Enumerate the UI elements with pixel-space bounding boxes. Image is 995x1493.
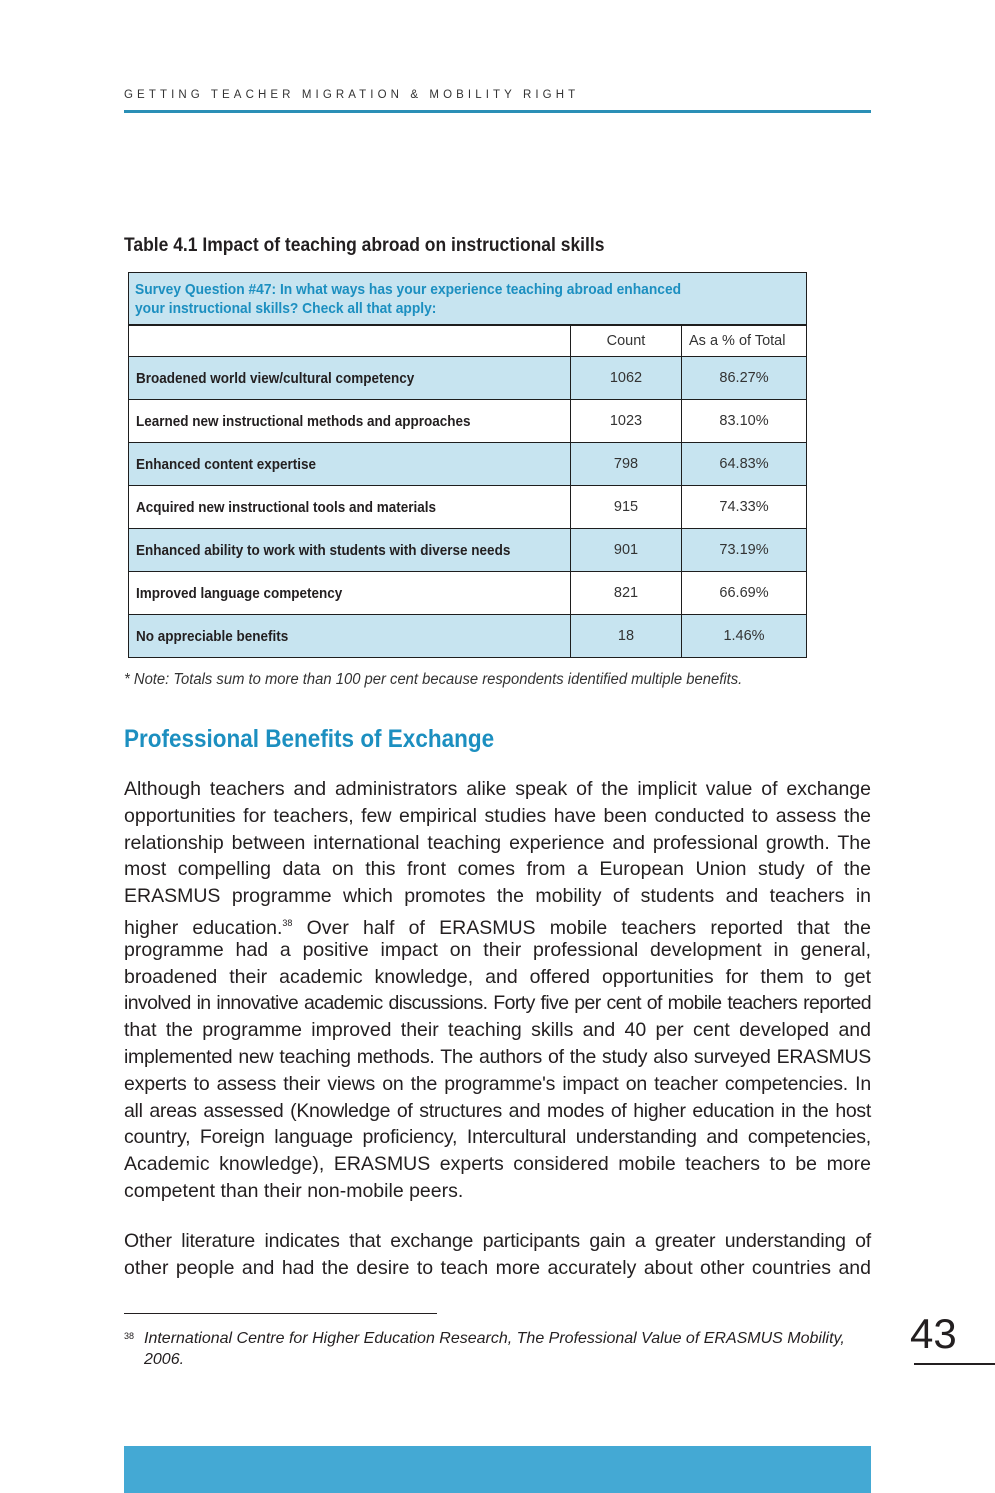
text-line: Although teachers and administrators alike speak of the implicit value of exchange — [124, 778, 871, 800]
row-count: 821 — [571, 572, 682, 615]
table-row — [129, 443, 807, 486]
text-line: all areas assessed (Knowledge of structures and modes of higher education in the host — [124, 1099, 871, 1122]
text-line: involved in innovative academic discussions. Forty five per cent of mobile teachers reported — [124, 992, 871, 1015]
table-caption: Table 4.1 Impact of teaching abroad on instructional skills — [124, 235, 605, 256]
text-line: Other literature indicates that exchange participants gain a greater understanding of — [124, 1230, 871, 1252]
page-number: 43 — [910, 1310, 957, 1357]
row-count: 18 — [571, 615, 682, 658]
text-line: most compelling data on this front comes from a European Union study of the — [124, 858, 871, 881]
column-header-count: Count — [571, 325, 682, 357]
text-line: ERASMUS programme which promotes the mobility of students and teachers in — [124, 885, 871, 908]
text-line: programme had a positive impact on their professional development in general, — [124, 938, 871, 961]
footnote-reference[interactable]: 38 — [282, 917, 293, 928]
text-line — [124, 910, 871, 937]
column-header-percent: As a % of Total — [682, 325, 807, 357]
survey-question-line2: your instructional skills? Check all that apply: — [135, 299, 437, 317]
footnote-divider — [124, 1313, 437, 1314]
footer-band — [124, 1446, 871, 1493]
row-count: 1023 — [571, 400, 682, 443]
text-line: Academic knowledge), ERASMUS experts considered mobile teachers to be more — [124, 1153, 871, 1176]
text-line: competent than their non-mobile peers. — [124, 1179, 464, 1202]
row-count: 915 — [571, 486, 682, 529]
text-line: opportunities for teachers, few empirical studies have been conducted to assess the — [124, 804, 871, 827]
row-percent: 64.83% — [682, 443, 807, 486]
row-label: Enhanced ability to work with students with diverse needs — [136, 541, 511, 559]
row-label: Broadened world view/cultural competency — [136, 369, 415, 387]
table-row — [129, 400, 807, 443]
survey-question — [129, 273, 807, 326]
header-rule — [124, 110, 871, 113]
body-paragraph-1 — [124, 776, 871, 1205]
column-header-row — [129, 325, 807, 357]
table-row — [129, 357, 807, 400]
row-percent: 86.27% — [682, 357, 807, 400]
footnote-text: International Centre for Higher Education Research, The Professional Value of ERASMUS Mobility, 2006. — [144, 1330, 845, 1368]
row-percent: 83.10% — [682, 400, 807, 443]
row-label: Improved language competency — [136, 584, 343, 602]
table-row — [129, 529, 807, 572]
row-percent: 74.33% — [682, 486, 807, 529]
row-label: Enhanced content expertise — [136, 455, 317, 473]
row-label: Acquired new instructional tools and materials — [136, 498, 437, 516]
row-percent: 1.46% — [682, 615, 807, 658]
section-heading: Professional Benefits of Exchange — [124, 725, 495, 753]
table-row — [129, 615, 807, 658]
survey-table — [128, 272, 807, 658]
text-line: broadened their academic knowledge, and offered opportunities for them to get — [124, 965, 871, 988]
text-fragment: higher education. — [124, 916, 283, 939]
body-paragraph-2 — [124, 1228, 871, 1282]
text-line: other people and had the desire to teach more accurately about other countries and — [124, 1256, 871, 1279]
row-label: Learned new instructional methods and approaches — [136, 412, 471, 430]
text-line: that the programme improved their teaching skills and 40 per cent developed and — [124, 1019, 871, 1042]
survey-question-line1: Survey Question #47: In what ways has your experience teaching abroad enhanced — [135, 280, 682, 298]
footnote — [124, 1328, 871, 1370]
page-number-rule — [914, 1363, 995, 1365]
row-count: 1062 — [571, 357, 682, 400]
text-line: implemented new teaching methods. The authors of the study also surveyed ERASMUS — [124, 1045, 871, 1068]
text-line: experts to assess their views on the programme's impact on teacher competencies. In — [124, 1072, 871, 1095]
text-line: relationship between international teaching experience and professional growth. The — [124, 831, 871, 854]
row-percent: 73.19% — [682, 529, 807, 572]
row-count: 798 — [571, 443, 682, 486]
text-line: country, Foreign language proficiency, Intercultural understanding and competencies, — [124, 1126, 871, 1149]
table-note: * Note: Totals sum to more than 100 per cent because respondents identified multiple benefits. — [124, 671, 743, 688]
row-label: No appreciable benefits — [136, 627, 289, 645]
column-header-label — [129, 325, 571, 357]
text-fragment: Over half of ERASMUS mobile teachers reported that the — [292, 916, 871, 939]
table-row — [129, 572, 807, 615]
footnote-number: 38 — [124, 1331, 135, 1341]
row-count: 901 — [571, 529, 682, 572]
row-percent: 66.69% — [682, 572, 807, 615]
table-row — [129, 486, 807, 529]
running-header: GETTING TEACHER MIGRATION & MOBILITY RIGHT — [124, 89, 580, 101]
